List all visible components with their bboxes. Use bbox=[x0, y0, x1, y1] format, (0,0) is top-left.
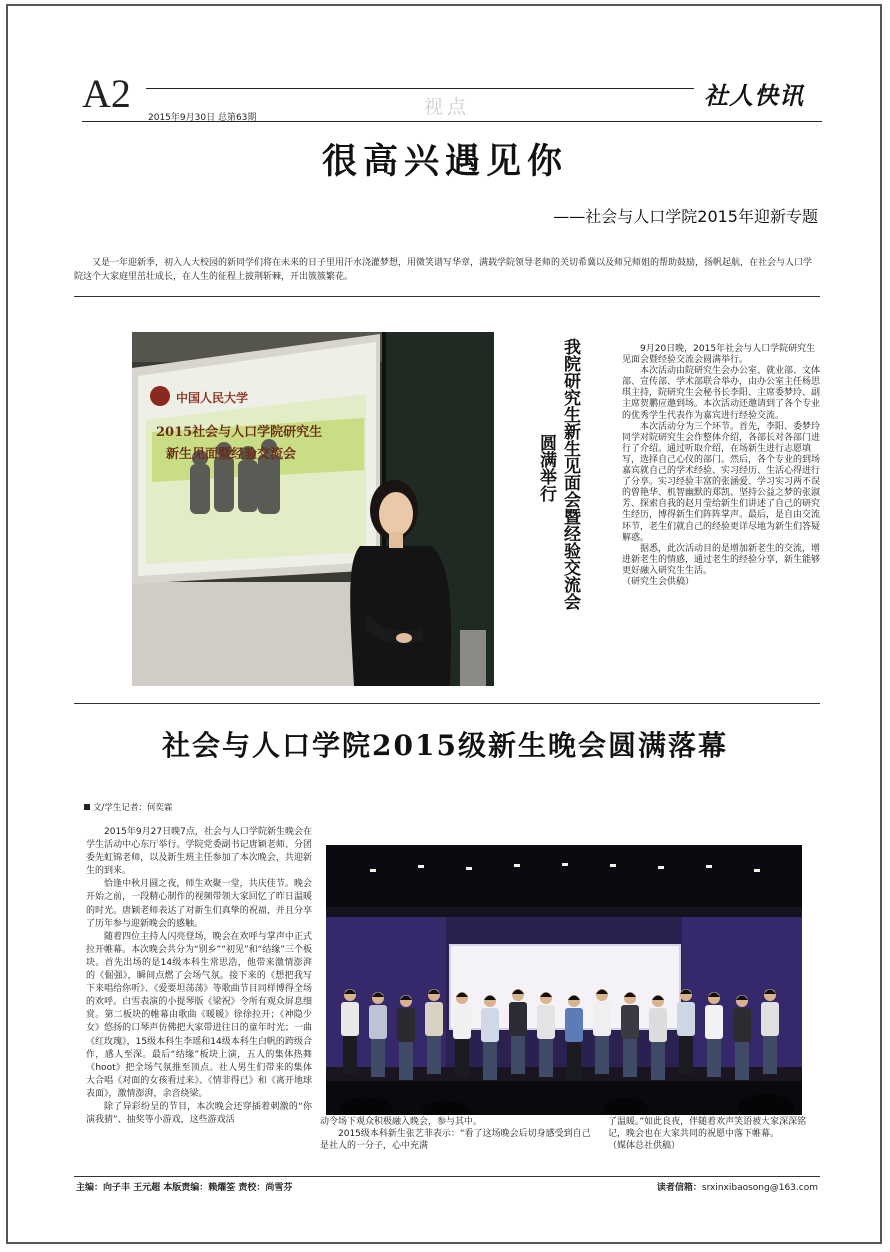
article2-paragraph: 随着四位主持人闪亮登场，晚会在欢呼与掌声中正式拉开帷幕。本次晚会共分为“别乡”“初见”和“结缘”三个板块。首先出场的是14级本科生常思浩，他带来激情澎湃的《倔强》，瞬间点燃了会场气氛。接下来的《想把我写下来唱给你听》、《爱要坦荡荡》等歌曲节目同样博得全场的欢呼。白雪表演的小提琴版《梁祝》令所有观众屏息细赏。第二板块的帷幕由歌曲《暖暖》徐徐拉开；《神隐少女》悠扬的口琴声仿佛把大家带进往日的童年时光；一曲《红玫瑰》，15级本科生李瑶和14级本科生白帆的跨级合作，感人至深。最后“结缘”板块上演，五人的集体热舞《hoot》把全场气氛推至顶点。社人男生们带来的集体大合唱《对面的女孩看过来》、《情非得已》和《离开地球表面》，激情澎湃，余音绕梁。 bbox=[86, 931, 312, 1099]
reader-mailbox bbox=[657, 1180, 818, 1193]
bullet-square-icon bbox=[84, 804, 90, 810]
byline-text: 文/学生记者：何奕霖 bbox=[93, 803, 173, 813]
slide-school-name: 中国人民大学 bbox=[176, 391, 249, 405]
section-divider bbox=[74, 296, 820, 297]
mailbox-label: 读者信箱： bbox=[656, 1183, 702, 1193]
article2-paragraph: 了温暖。”如此良夜，伴随着欢声笑语被大家深深铭记，晚会也在大家共同的祝愿中落下帷幕。 bbox=[608, 1117, 807, 1139]
seminar-photo bbox=[132, 332, 494, 686]
article1-paragraph: 本次活动由院研究生会办公室、就业部、文体部、宣传部、学术部联合举办，由办公室主任杨思琪主持，院研究生会秘书长李阳、主席委梦玲、副主席贺鹏应邀到场。本次活动还邀请到了各个专业的优秀学生代表作为嘉宾进行经验交流。 bbox=[622, 366, 821, 421]
article2-paragraph: 2015年9月27日晚7点，社会与人口学院新生晚会在学生活动中心东厅举行。学院党委副书记唐颖老师、分团委先虹锦老师，以及新生班主任参加了本次晚会，共迎新生的到来。 bbox=[86, 827, 312, 877]
article1-title-line2: 圆满举行 bbox=[536, 434, 556, 502]
article2-body bbox=[86, 826, 312, 1127]
article2-ending bbox=[608, 1116, 818, 1152]
article1-credit: （研究生会供稿） bbox=[622, 576, 695, 587]
article1-paragraph: 据悉，此次活动目的是增加新老生的交流，增进新老生的情感，通过老生的经验分享，新生能够更好融入研究生生活。 bbox=[622, 543, 821, 576]
newspaper-logo: 社人快讯 bbox=[704, 81, 804, 110]
footer-rule bbox=[74, 1176, 820, 1177]
feature-subtitle: ——社会与人口学院2015年迎新专题 bbox=[553, 207, 818, 226]
article2-paragraph: 恰逢中秋月圆之夜，师生欢聚一堂，共庆佳节。晚会开始之前，一段精心制作的视频带领大家回忆了昨日温暖的时光。唐颖老师表达了对新生们真挚的祝福，并且分享了历年参与迎新晚会的感触。 bbox=[86, 879, 312, 929]
article2-title: 社会与人口学院2015级新生晚会圆满落幕 bbox=[162, 729, 728, 762]
article2-byline bbox=[84, 801, 172, 813]
header-rule bbox=[82, 121, 822, 122]
article2-paragraph: 2015级本科新生张艺菲表示：“看了这场晚会后切身感受到自己是社人的一分子，心中充满 bbox=[320, 1129, 591, 1151]
section-name: 视点 bbox=[424, 96, 471, 118]
header-divider bbox=[146, 88, 694, 89]
article2-credit: （媒体总社供稿） bbox=[608, 1141, 681, 1151]
mailbox-email: srxinxibaosong@163.com bbox=[701, 1183, 818, 1193]
article1-paragraph: 本次活动分为三个环节。首先，李阳、委梦玲同学对院研究生会作整体介绍，各部长对各部门进行了介绍。通过听取介绍，在场新生进行志愿填写，选择自己心仪的部门。然后，各个专业的到场嘉宾就自己的学术经验、实习经历、生活心得进行了分享。实习经验丰富的张涵爱、学习实习两不误的曾艳华、机智幽默的郑凯、坚持公益之梦的张淑芳、探索自我的赵月莹给新生们讲述了自己的研究生经历，博得新生们阵阵掌声。最后，是自由交流环节，老生们就自己的经验更详尽地为新生们答疑解惑。 bbox=[622, 421, 821, 543]
stage-group-photo bbox=[326, 845, 802, 1115]
slide-title-line2: 新生见面暨经验交流会 bbox=[166, 447, 297, 462]
article2-continued bbox=[320, 1116, 598, 1152]
editorial-staff: 主编：向子丰 王元超 本版责编：赖燿筌 责校：尚雪芬 bbox=[76, 1183, 293, 1193]
issue-date: 2015年9月30日 总第63期 bbox=[148, 113, 257, 123]
article1-body bbox=[622, 344, 820, 588]
section-divider bbox=[74, 703, 820, 704]
article2-paragraph: 除了异彩纷呈的节目，本次晚会还穿插着刺激的“你演我猜”、抽奖等小游戏，这些游戏活 bbox=[86, 1101, 312, 1126]
feature-title: 很高兴遇见你 bbox=[321, 141, 568, 182]
slide-title-line1: 2015社会与人口学院研究生 bbox=[156, 425, 323, 440]
article1-paragraph: 9月20日晚，2015年社会与人口学院研究生见面会暨经验交流会圆满举行。 bbox=[622, 344, 816, 366]
article1-title: 我院研究生新生见面会暨经验交流会 bbox=[560, 338, 580, 610]
page-number: A2 bbox=[82, 71, 131, 116]
article2-paragraph: 动令场下观众积极融入晚会，参与其中。 bbox=[320, 1117, 483, 1127]
feature-intro: 又是一年迎新季，初入人大校园的新同学们将在未来的日子里用汗水浇灌梦想，用微笑谱写华章，满载学院领导老师的关切希冀以及师兄师姐的帮助鼓励，扬帆起航，在社会与人口学院这个大家庭里茁壮成长，在人生的征程上披荆斩棘，开出簇簇繁花。 bbox=[74, 258, 813, 282]
